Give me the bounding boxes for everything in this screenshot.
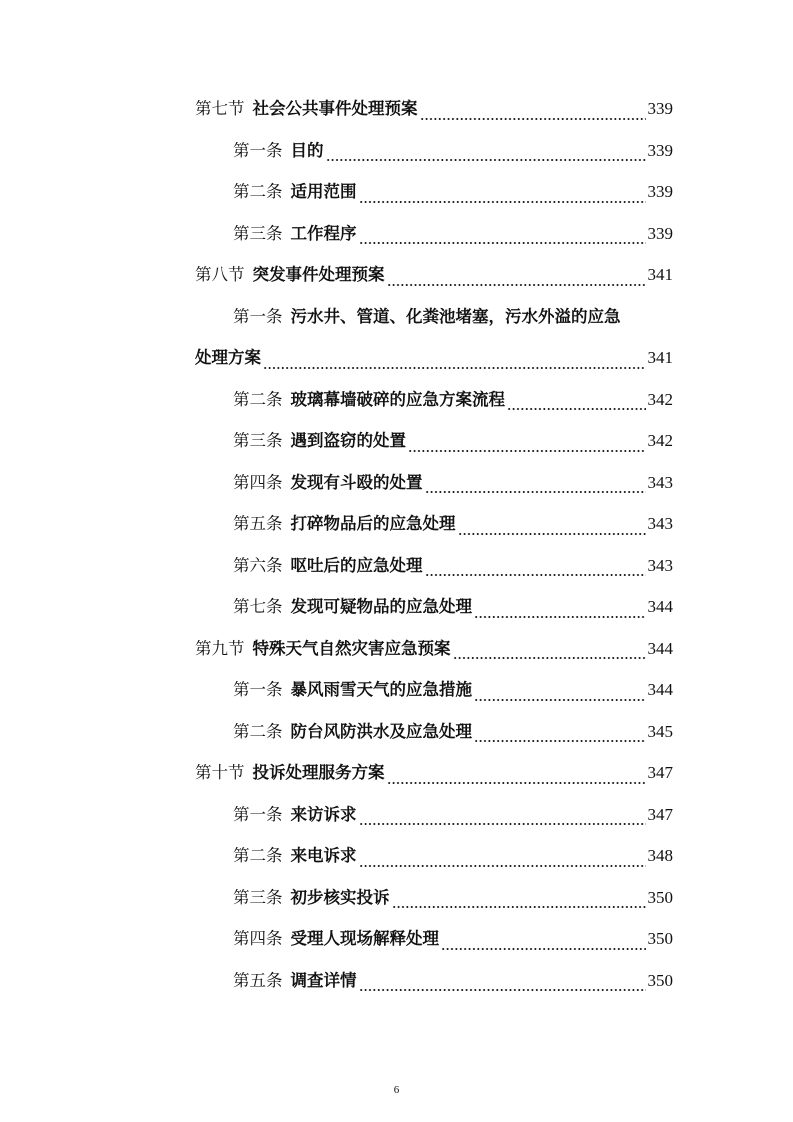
toc-entry[interactable] xyxy=(195,794,673,836)
toc-entry-title: 适用范围 xyxy=(290,182,357,201)
toc-entry-title: 目的 xyxy=(290,140,324,160)
toc-entry-title: 投诉处理服务方案 xyxy=(252,763,385,782)
toc-entry-label: 第二条 xyxy=(233,846,283,865)
toc-entry-page: 341 xyxy=(647,265,673,284)
toc-entry-page: 342 xyxy=(647,431,673,450)
toc-entry-title: 打碎物品后的应急处理 xyxy=(290,514,456,533)
toc-entry-page: 342 xyxy=(647,389,673,409)
toc-entry-label: 第七节 xyxy=(195,99,245,118)
toc-entry-page: 343 xyxy=(647,514,673,533)
toc-entry[interactable] xyxy=(195,379,673,421)
toc-entry-title: 受理人现场解释处理 xyxy=(290,929,439,948)
toc-entry-page: 344 xyxy=(647,638,673,658)
toc-entry-page: 339 xyxy=(647,99,673,118)
toc-entry[interactable] xyxy=(195,213,673,255)
toc-entry-page: 347 xyxy=(647,804,673,824)
toc-entry-page: 348 xyxy=(647,846,673,865)
toc-entry-title: 来电诉求 xyxy=(290,846,357,865)
toc-entry-label: 第七条 xyxy=(233,597,283,616)
dot-leader xyxy=(408,450,646,452)
toc-entry-page: 339 xyxy=(647,223,673,243)
toc-entry-title-continued: 处理方案 xyxy=(195,348,261,367)
toc-entry-title: 初步核实投诉 xyxy=(290,887,390,907)
toc-entry-label: 第四条 xyxy=(233,472,283,492)
toc-entry-title: 突发事件处理预案 xyxy=(252,265,385,284)
dot-leader xyxy=(474,616,646,618)
toc-entry-page: 350 xyxy=(647,887,673,907)
dot-leader xyxy=(359,865,646,867)
toc-entry-label: 第十节 xyxy=(195,763,245,782)
toc-entry-label: 第四条 xyxy=(233,929,283,948)
toc-entry-page: 350 xyxy=(647,929,673,948)
dot-leader xyxy=(359,242,646,244)
toc-entry[interactable] xyxy=(195,752,673,794)
dot-leader xyxy=(425,574,646,576)
toc-entry-label: 第三条 xyxy=(233,223,283,243)
toc-entry-title: 发现有斗殴的处置 xyxy=(290,472,423,492)
toc-entry-page: 343 xyxy=(647,472,673,492)
toc-entry-title: 调查详情 xyxy=(290,970,357,990)
dot-leader xyxy=(458,533,646,535)
toc-entry-title: 呕吐后的应急处理 xyxy=(290,555,423,575)
toc-entry-label: 第一条 xyxy=(233,680,283,699)
toc-entry-title: 社会公共事件处理预案 xyxy=(252,99,418,118)
toc-entry[interactable] xyxy=(195,88,673,130)
dot-leader xyxy=(474,740,646,742)
toc-entry[interactable] xyxy=(195,960,673,1002)
table-of-contents xyxy=(195,88,673,1001)
toc-entry-page: 339 xyxy=(647,140,673,160)
toc-entry[interactable] xyxy=(195,296,673,338)
toc-entry-title: 污水井、管道、化粪池堵塞，污水外溢的应急 xyxy=(290,306,621,326)
toc-entry-label: 第八节 xyxy=(195,265,245,284)
toc-entry[interactable] xyxy=(195,545,673,587)
dot-leader xyxy=(359,989,646,991)
toc-entry-title: 发现可疑物品的应急处理 xyxy=(290,597,472,616)
dot-leader xyxy=(425,491,646,493)
toc-entry-page: 339 xyxy=(647,182,673,201)
dot-leader xyxy=(392,906,646,908)
toc-entry-title: 来访诉求 xyxy=(290,804,357,824)
toc-entry-page: 347 xyxy=(647,763,673,782)
toc-entry[interactable] xyxy=(195,503,673,545)
toc-entry-continuation[interactable] xyxy=(195,337,673,379)
page-number: 6 xyxy=(393,1084,400,1096)
toc-entry-title: 特殊天气自然灾害应急预案 xyxy=(252,638,451,658)
toc-entry-label: 第三条 xyxy=(233,431,283,450)
toc-entry[interactable] xyxy=(195,669,673,711)
toc-entry-page: 345 xyxy=(647,721,673,741)
dot-leader xyxy=(263,367,646,369)
toc-entry-page: 350 xyxy=(647,970,673,990)
toc-entry[interactable] xyxy=(195,877,673,919)
dot-leader xyxy=(420,118,646,120)
toc-entry[interactable] xyxy=(195,462,673,504)
toc-entry-label: 第二条 xyxy=(233,389,283,409)
dot-leader xyxy=(453,657,646,659)
toc-entry-label: 第一条 xyxy=(233,306,283,326)
toc-entry[interactable] xyxy=(195,628,673,670)
toc-entry-label: 第五条 xyxy=(233,970,283,990)
dot-leader xyxy=(326,159,646,161)
dot-leader xyxy=(359,201,646,203)
toc-entry-title: 遇到盗窃的处置 xyxy=(290,431,406,450)
toc-entry-page: 341 xyxy=(647,348,673,367)
dot-leader xyxy=(441,948,646,950)
toc-entry-label: 第九节 xyxy=(195,638,245,658)
toc-entry[interactable] xyxy=(195,918,673,960)
toc-entry[interactable] xyxy=(195,586,673,628)
toc-entry-label: 第一条 xyxy=(233,804,283,824)
toc-entry[interactable] xyxy=(195,835,673,877)
toc-entry[interactable] xyxy=(195,711,673,753)
dot-leader xyxy=(387,284,646,286)
toc-entry-label: 第一条 xyxy=(233,140,283,160)
dot-leader xyxy=(359,823,646,825)
toc-entry-page: 343 xyxy=(647,555,673,575)
toc-entry[interactable] xyxy=(195,254,673,296)
toc-entry-page: 344 xyxy=(647,680,673,699)
toc-entry-label: 第三条 xyxy=(233,887,283,907)
toc-entry[interactable] xyxy=(195,171,673,213)
toc-entry[interactable] xyxy=(195,420,673,462)
toc-entry-title: 防台风防洪水及应急处理 xyxy=(290,721,472,741)
toc-entry[interactable] xyxy=(195,130,673,172)
toc-entry-title: 工作程序 xyxy=(290,223,357,243)
dot-leader xyxy=(387,782,646,784)
toc-entry-title: 暴风雨雪天气的应急措施 xyxy=(290,680,472,699)
dot-leader xyxy=(474,699,646,701)
toc-entry-label: 第二条 xyxy=(233,721,283,741)
toc-entry-label: 第六条 xyxy=(233,555,283,575)
toc-entry-label: 第二条 xyxy=(233,182,283,201)
dot-leader xyxy=(507,408,646,410)
toc-entry-page: 344 xyxy=(647,597,673,616)
toc-entry-label: 第五条 xyxy=(233,514,283,533)
toc-entry-title: 玻璃幕墙破碎的应急方案流程 xyxy=(290,389,505,409)
